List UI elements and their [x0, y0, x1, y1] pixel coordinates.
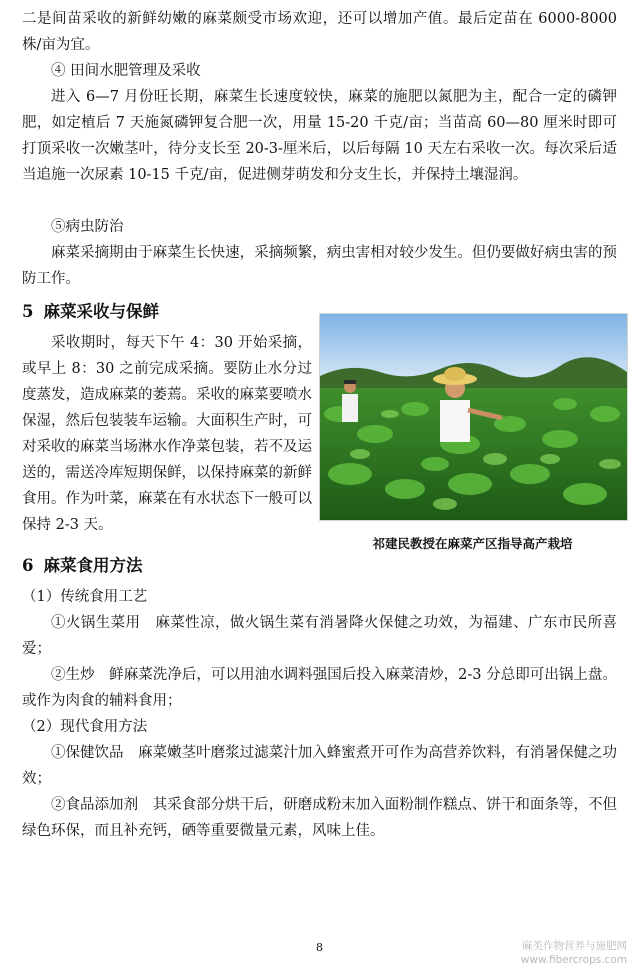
section-number: 6 [22, 556, 34, 575]
watermark-line2: www.fibercrops.com [520, 954, 627, 966]
subheading-water-fertilizer: ④ 田间水肥管理及采收 [51, 63, 201, 79]
section-title: 麻菜食用方法 [43, 556, 143, 575]
paragraph-water-fertilizer: 进入 6—7 月份旺长期，麻菜生长速度较快，麻菜的施肥以氮肥为主，配合一定的磷钾肥，如定植后 7 天施氮磷钾复合肥一次，用量 15-20 千克/亩；当苗高 60—80 厘米时即可打顶采收一次嫩茎叶，待分支长至 20-3-厘米后，以后每隔 10 天左右采收一次。每次采后适当追施一次尿素 10-15 千克/亩，促进侧芽萌发和分支生长，并保持土壤湿润。 [22, 89, 617, 183]
paragraph-food-additive: ②食品添加剂 其采食部分烘干后，研磨成粉末加入面粉制作糕点、饼干和面条等，不但绿色环保，而且补充钙，硒等重要微量元素，风味上佳。 [22, 797, 617, 839]
paragraph-harvest: 采收期时，每天下午 4：30 开始采摘，或早上 8：30 之前完成采摘。要防止水分过度蒸发，造成麻菜的萎蔫。采收的麻菜要喷水保湿，然后包装装车运输。大面积生产时，可对采收的麻菜当场淋水作净菜包装，若不及运送的，需送冷库短期保鲜，以保持麻菜的新鲜食用。作为叶菜，麻菜在有水状态下一般可以保持 2-3 天。 [22, 335, 312, 533]
paragraph-health-drink: ①保健饮品 麻菜嫩茎叶磨浆过滤菜汁加入蜂蜜煮开可作为高营养饮料，有消暑保健之功效； [22, 745, 617, 787]
paragraph-pest-control: 麻菜采摘期由于麻菜生长快速，采摘频繁，病虫害相对较少发生。但仍要做好病虫害的预防工作。 [22, 245, 617, 287]
subheading-modern: （2）现代食用方法 [22, 719, 148, 735]
paragraph-thinning: 二是间苗采收的新鲜幼嫩的麻菜颇受市场欢迎，还可以增加产值。最后定苗在 6000-8000 株/亩为宜。 [22, 11, 617, 53]
paragraph-stirfry: ②生炒 鲜麻菜洗净后，可以用油水调料强国后投入麻菜清炒，2-3 分总即可出锅上盘。或作为肉食的辅料食用； [22, 667, 617, 709]
section-heading-5 [22, 298, 159, 322]
section-heading-6 [22, 552, 142, 576]
page-number: 8 [316, 941, 323, 954]
section-title: 麻菜采收与保鲜 [43, 302, 159, 321]
watermark [521, 939, 627, 967]
paragraph-hotpot: ①火锅生菜用 麻菜性凉，做火锅生菜有消暑降火保健之功效，为福建、广东市民所喜爱； [22, 615, 617, 657]
watermark-line1: 麻类作物营养与施肥网 [522, 940, 627, 952]
subheading-pest-control: ⑤病虫防治 [51, 219, 124, 235]
photo-caption: 祁建民教授在麻菜产区指导高产栽培 [372, 536, 573, 551]
field-photo [319, 313, 628, 521]
subheading-traditional: （1）传统食用工艺 [22, 589, 148, 605]
section-number: 5 [22, 302, 34, 321]
